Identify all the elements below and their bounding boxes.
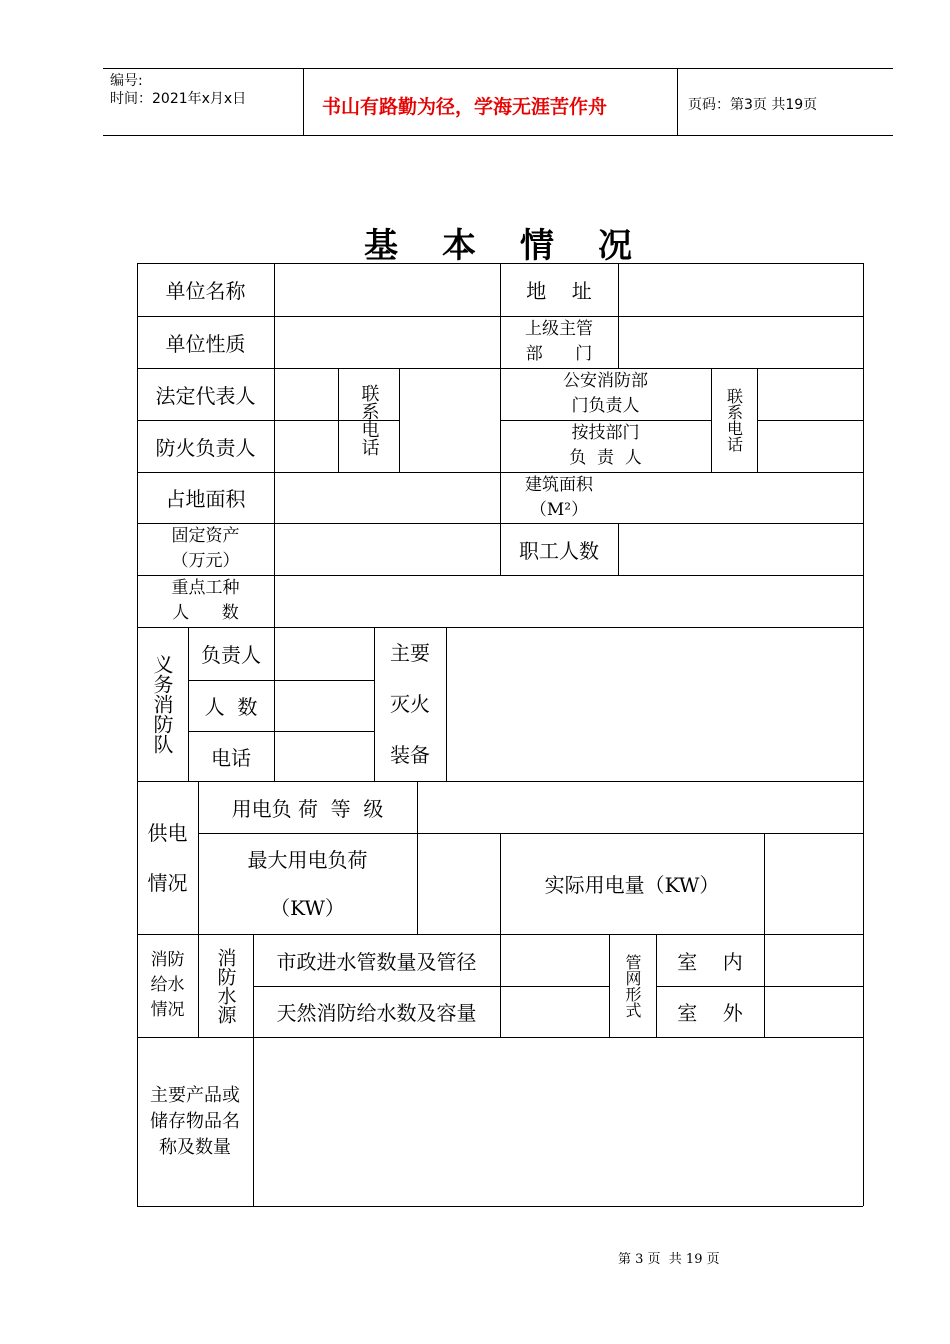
- col-divider: [446, 627, 447, 781]
- table-border: [137, 1206, 863, 1207]
- label-unit-nature: 单位性质: [165, 331, 246, 356]
- label-superior-dept-line2: 部 门: [525, 344, 593, 364]
- col-divider: [417, 781, 418, 934]
- document-time: 时间：2021年x月x日: [110, 91, 247, 107]
- label-key-workers: [137, 575, 274, 627]
- page-title: 基本情况: [364, 226, 676, 266]
- label-staff-count: 职工人数: [519, 538, 599, 563]
- label-building-area-line2: （M²）: [529, 499, 589, 520]
- row-divider: [757, 420, 863, 421]
- label-superior-dept: [500, 316, 618, 368]
- label-power-supply-line2: 情况: [147, 870, 188, 895]
- label-tech-dept-line2: 负 责 人: [569, 448, 642, 468]
- label-power-supply: [137, 781, 198, 934]
- label-pipe-form: 管网形式: [623, 953, 642, 1018]
- label-building-area-line1: 建筑面积: [525, 474, 593, 495]
- col-divider: [274, 263, 275, 627]
- label-max-load-line1: 最大用电负荷: [247, 847, 368, 872]
- label-contact-phone-2: 联系电话: [724, 388, 744, 452]
- label-actual-power: 实际用电量（KW）: [544, 873, 720, 897]
- label-police-fire-line1: 公安消防部: [563, 371, 648, 391]
- label-products: [137, 1037, 253, 1206]
- label-load-level: 用电负 荷 等 级: [231, 796, 384, 821]
- label-municipal-pipes: 市政进水管数量及管径: [276, 949, 477, 974]
- label-products-line2: 储存物品名: [150, 1110, 240, 1132]
- label-vt-count: 人 数: [204, 695, 258, 719]
- label-main-equipment-line1: 主要: [390, 640, 430, 665]
- label-main-equipment-line2: 灭火: [390, 691, 430, 716]
- label-water-supply-text: 消防给水情况: [150, 950, 185, 1020]
- label-police-fire-line2: 门负责人: [571, 396, 640, 416]
- label-fixed-assets: [137, 523, 274, 575]
- document-number: 编号:: [110, 73, 143, 89]
- page-footer: 第 3 页 共 19 页: [618, 1252, 720, 1267]
- col-divider: [500, 934, 501, 1037]
- label-police-fire-head: [500, 368, 711, 420]
- label-fire-prevention-head: 防火负责人: [155, 435, 256, 460]
- col-divider: [757, 368, 758, 472]
- label-tech-dept-line1: 按技部门: [571, 423, 640, 443]
- label-max-load-line2: （KW）: [270, 895, 345, 920]
- label-unit-name: 单位名称: [165, 279, 246, 303]
- label-main-equipment: [374, 627, 446, 781]
- label-vt-phone: 电话: [211, 745, 251, 770]
- col-divider: [618, 523, 619, 575]
- label-water-source: 消防水源: [214, 947, 237, 1024]
- label-indoor: 室 内: [677, 949, 743, 974]
- label-power-supply-line1: 供电: [147, 820, 188, 845]
- label-fixed-assets-line1: 固定资产: [171, 526, 240, 546]
- label-outdoor: 室 外: [677, 1001, 743, 1025]
- label-land-area: 占地面积: [165, 487, 246, 511]
- label-max-load: [198, 833, 417, 934]
- label-key-workers-line2: 人 数: [172, 603, 239, 623]
- table-border: [863, 263, 864, 1206]
- label-main-equipment-line3: 装备: [390, 742, 430, 767]
- header-page-info: 页码：第3页 共19页: [688, 97, 818, 113]
- col-divider: [764, 833, 765, 934]
- col-divider: [399, 368, 400, 472]
- label-natural-water: 天然消防给水数及容量: [276, 1001, 477, 1025]
- label-tech-dept-head: [500, 420, 711, 472]
- col-divider: [764, 934, 765, 1037]
- label-water-supply: [137, 934, 198, 1037]
- label-vt-leader: 负责人: [201, 643, 261, 667]
- label-fixed-assets-line2: （万元）: [171, 551, 240, 571]
- label-products-line3: 称及数量: [159, 1136, 231, 1158]
- label-volunteer-team: 义务消防队: [150, 654, 174, 754]
- label-contact-phone: 联系电话: [358, 384, 380, 456]
- label-address: 地 址: [526, 279, 592, 303]
- label-key-workers-line1: 重点工种: [171, 578, 240, 598]
- col-divider: [618, 263, 619, 368]
- col-divider: [274, 627, 275, 781]
- label-building-area: [500, 472, 618, 523]
- label-products-line1: 主要产品或: [150, 1084, 240, 1106]
- label-superior-dept-line1: 上级主管: [525, 319, 593, 339]
- label-legal-rep: 法定代表人: [155, 383, 256, 408]
- header-motto: 书山有路勤为径，学海无涯苦作舟: [322, 96, 608, 118]
